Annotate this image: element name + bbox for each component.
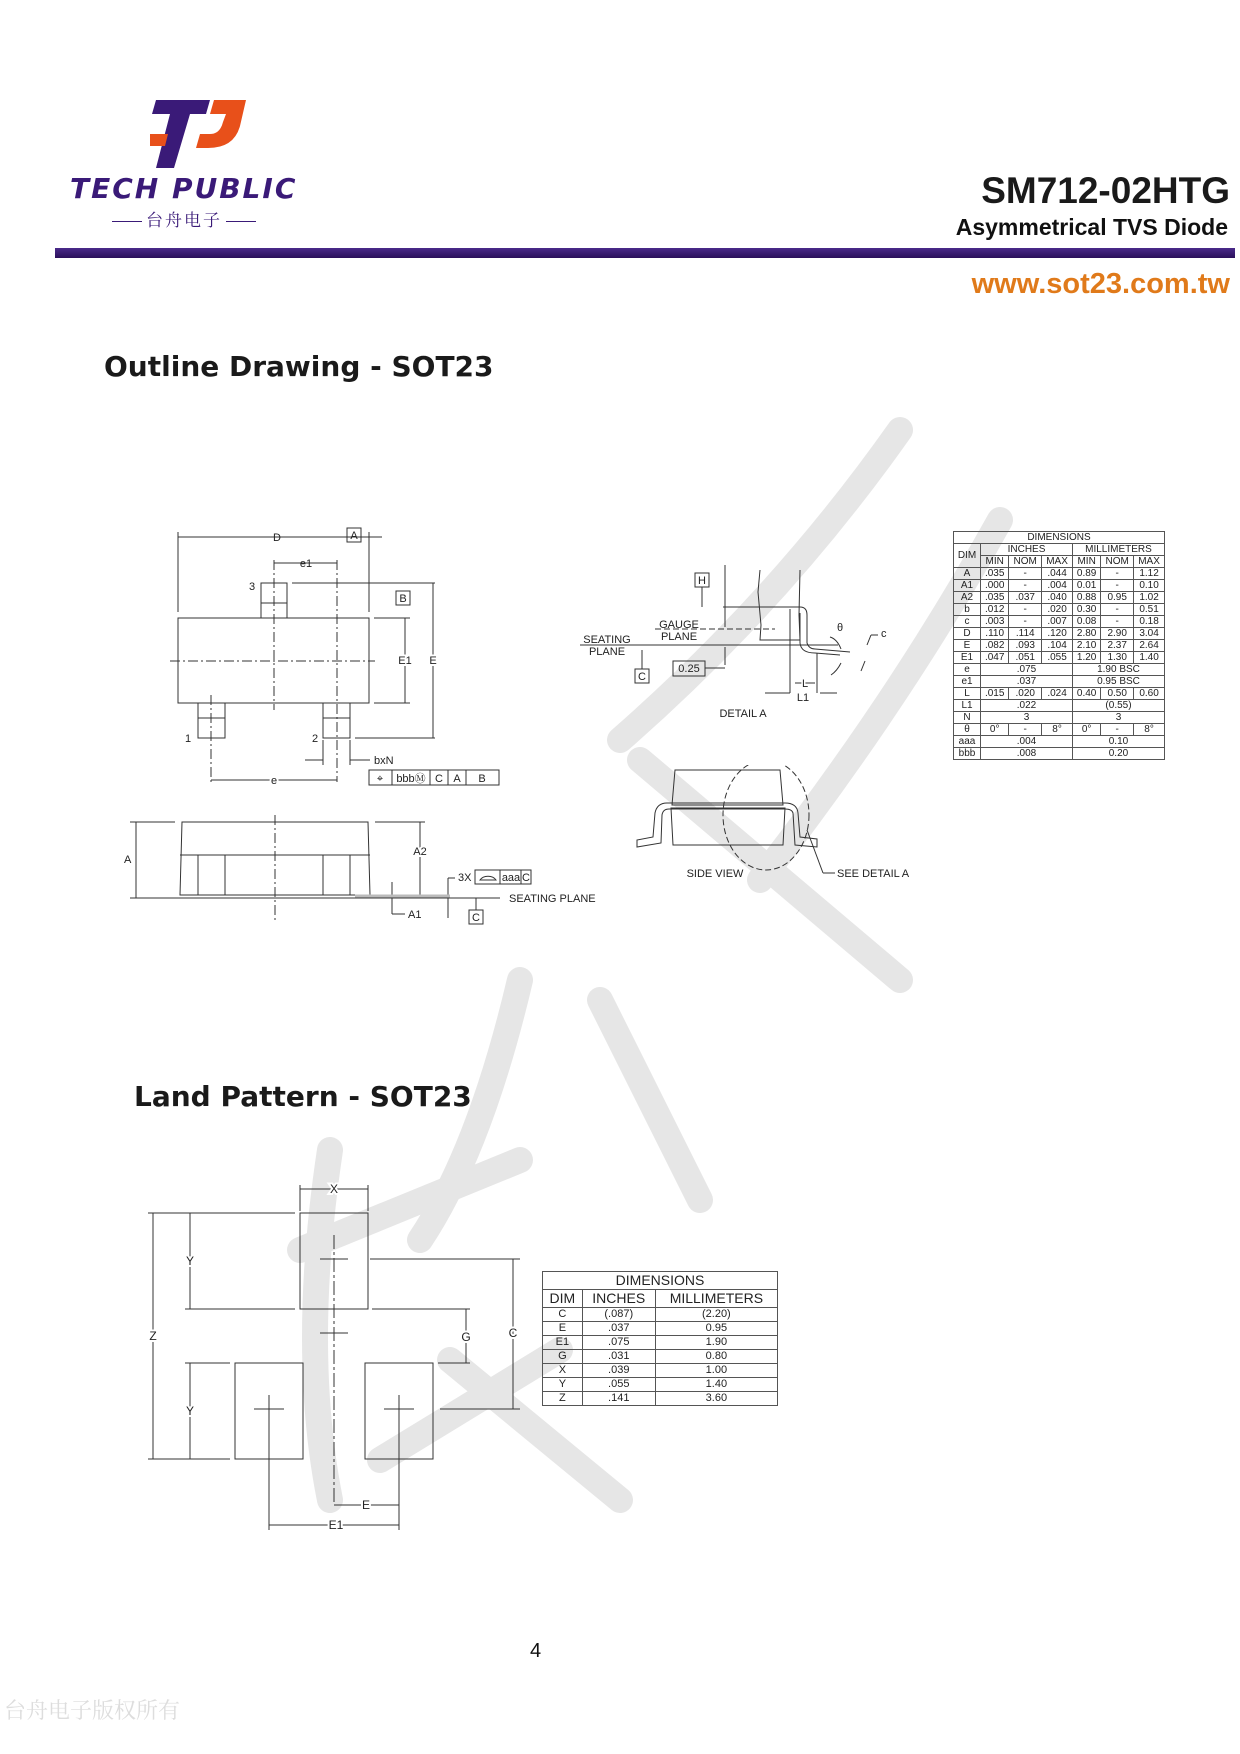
table-row: c .003 - .007 0.08 - 0.18	[954, 616, 1165, 628]
svg-text:C: C	[472, 912, 480, 924]
svg-text:bxN: bxN	[374, 755, 394, 767]
svg-text:C: C	[638, 671, 646, 683]
table-row: E1 .047 .051 .055 1.20 1.30 1.40	[954, 652, 1165, 664]
svg-text:H: H	[698, 575, 706, 587]
svg-text:B: B	[478, 773, 486, 785]
table-row: A .035 - .044 0.89 - 1.12	[954, 568, 1165, 580]
logo-subtext: 台舟电子	[108, 206, 260, 231]
copyright-text: 台舟电子版权所有	[4, 1699, 181, 1724]
table-row: E .037 0.95	[543, 1322, 778, 1336]
svg-text:Z: Z	[149, 1329, 157, 1343]
land-dimensions-table: DIMENSIONS DIM INCHES MILLIMETERS C (.087) (2.20) E .037 0.95 E1 .075 1.90 G .031 0.80 X .039 1.00 Y .055 1.40 Z .141 3.60	[542, 1271, 778, 1406]
table-row: Z .141 3.60	[543, 1392, 778, 1406]
outline-dimensions-table: DIMENSIONS DIM INCHES MILLIMETERS MIN NOM MAX MIN NOM MAX A .035 - .044 0.89 - 1.12 A1 .000 - .004 0.01 - 0.10 A2 .035 .037 .040 0.88 0.95 1.02 b .012 - .020 0.30 - 0.51 c .003 - .007 0.08 - 0.18 D .110 .114 .120 2.80 2.90 3.04 E .082 .093 .104 2.10 2.37 2.64 E1 .047 .051 .055 1.20 1.30 1.40 e .075 1.90 BSC e1 .037 0.95 BSC L .015 .020 .024 0.40 0.50 0.60 L1 .022 (0.55) N 3 3 θ 0° - 8° 0° - 8° aaa .004 0.10 bbb .008 0.20	[953, 531, 1165, 760]
svg-text:SEATING PLANE: SEATING PLANE	[509, 893, 596, 905]
table-row: aaa .004 0.10	[954, 736, 1165, 748]
svg-text:E1: E1	[398, 655, 412, 667]
svg-text:3X: 3X	[458, 872, 472, 884]
svg-text:E1: E1	[328, 1518, 344, 1532]
svg-text:B: B	[399, 593, 407, 605]
table-row: b .012 - .020 0.30 - 0.51	[954, 604, 1165, 616]
end-view-drawing	[120, 810, 620, 930]
svg-text:Y: Y	[185, 1254, 195, 1268]
table-row: e1 .037 0.95 BSC	[954, 676, 1165, 688]
svg-text:E: E	[361, 1498, 371, 1512]
svg-text:A1: A1	[408, 909, 422, 921]
svg-text:e1: e1	[299, 558, 313, 570]
part-number: SM712-02HTG	[981, 170, 1230, 211]
svg-text:Y: Y	[185, 1404, 195, 1418]
svg-text:A2: A2	[413, 846, 427, 858]
svg-text:C: C	[435, 773, 443, 785]
svg-text:⌖: ⌖	[376, 773, 384, 785]
svg-text:L1: L1	[796, 692, 810, 704]
table-row: e .075 1.90 BSC	[954, 664, 1165, 676]
page-number: 4	[530, 1640, 542, 1662]
product-subtitle: Asymmetrical TVS Diode	[955, 214, 1228, 240]
table-row: Y .055 1.40	[543, 1378, 778, 1392]
svg-text:C: C	[522, 872, 530, 884]
svg-text:D: D	[273, 532, 281, 544]
svg-text:E: E	[429, 655, 437, 667]
svg-text:c: c	[881, 628, 887, 640]
svg-text:SEE DETAIL A: SEE DETAIL A	[837, 868, 910, 880]
detail-a-drawing	[575, 565, 905, 725]
svg-text:SIDE VIEW: SIDE VIEW	[686, 868, 744, 880]
land-pattern-drawing	[140, 1175, 520, 1535]
table-row: L1 .022 (0.55)	[954, 700, 1165, 712]
table-row: θ 0° - 8° 0° - 8°	[954, 724, 1165, 736]
table-row: bbb .008 0.20	[954, 748, 1165, 760]
svg-text:1: 1	[184, 733, 192, 745]
svg-text:C: C	[508, 1326, 518, 1340]
table-row: N 3 3	[954, 712, 1165, 724]
svg-text:A: A	[350, 530, 358, 542]
svg-text:G: G	[461, 1330, 471, 1344]
table-row: C (.087) (2.20)	[543, 1308, 778, 1322]
svg-text:e: e	[270, 775, 278, 787]
svg-text:A: A	[453, 773, 461, 785]
svg-text:2: 2	[311, 733, 319, 745]
top-view-drawing	[160, 520, 500, 790]
svg-text:bbbⓂ: bbbⓂ	[396, 773, 426, 785]
logo-text: TECH PUBLIC	[70, 172, 298, 205]
svg-text:GAUGE: GAUGE	[659, 619, 699, 631]
outline-drawing-title: Outline Drawing - SOT23	[104, 350, 494, 383]
website-url: www.sot23.com.tw	[971, 268, 1230, 300]
svg-text:L: L	[801, 678, 809, 690]
svg-text:aaa: aaa	[501, 872, 521, 884]
svg-text:X: X	[329, 1182, 339, 1196]
table-row: G .031 0.80	[543, 1350, 778, 1364]
svg-text:3: 3	[248, 581, 256, 593]
table-row: D .110 .114 .120 2.80 2.90 3.04	[954, 628, 1165, 640]
land-pattern-title: Land Pattern - SOT23	[134, 1080, 472, 1113]
table-row: A1 .000 - .004 0.01 - 0.10	[954, 580, 1165, 592]
svg-text:PLANE: PLANE	[588, 646, 626, 658]
table-row: L .015 .020 .024 0.40 0.50 0.60	[954, 688, 1165, 700]
svg-text:DETAIL A: DETAIL A	[719, 708, 767, 720]
svg-text:A: A	[124, 854, 132, 866]
table-row: X .039 1.00	[543, 1364, 778, 1378]
svg-text:0.25: 0.25	[678, 663, 700, 675]
table-row: A2 .035 .037 .040 0.88 0.95 1.02	[954, 592, 1165, 604]
svg-text:θ: θ	[837, 622, 844, 634]
table-row: E1 .075 1.90	[543, 1336, 778, 1350]
table-row: E .082 .093 .104 2.10 2.37 2.64	[954, 640, 1165, 652]
side-view-drawing	[635, 765, 955, 895]
svg-text:SEATING: SEATING	[583, 634, 631, 646]
tech-public-logo-mark	[150, 100, 250, 168]
header-rule	[55, 248, 1235, 258]
svg-text:PLANE: PLANE	[660, 631, 698, 643]
